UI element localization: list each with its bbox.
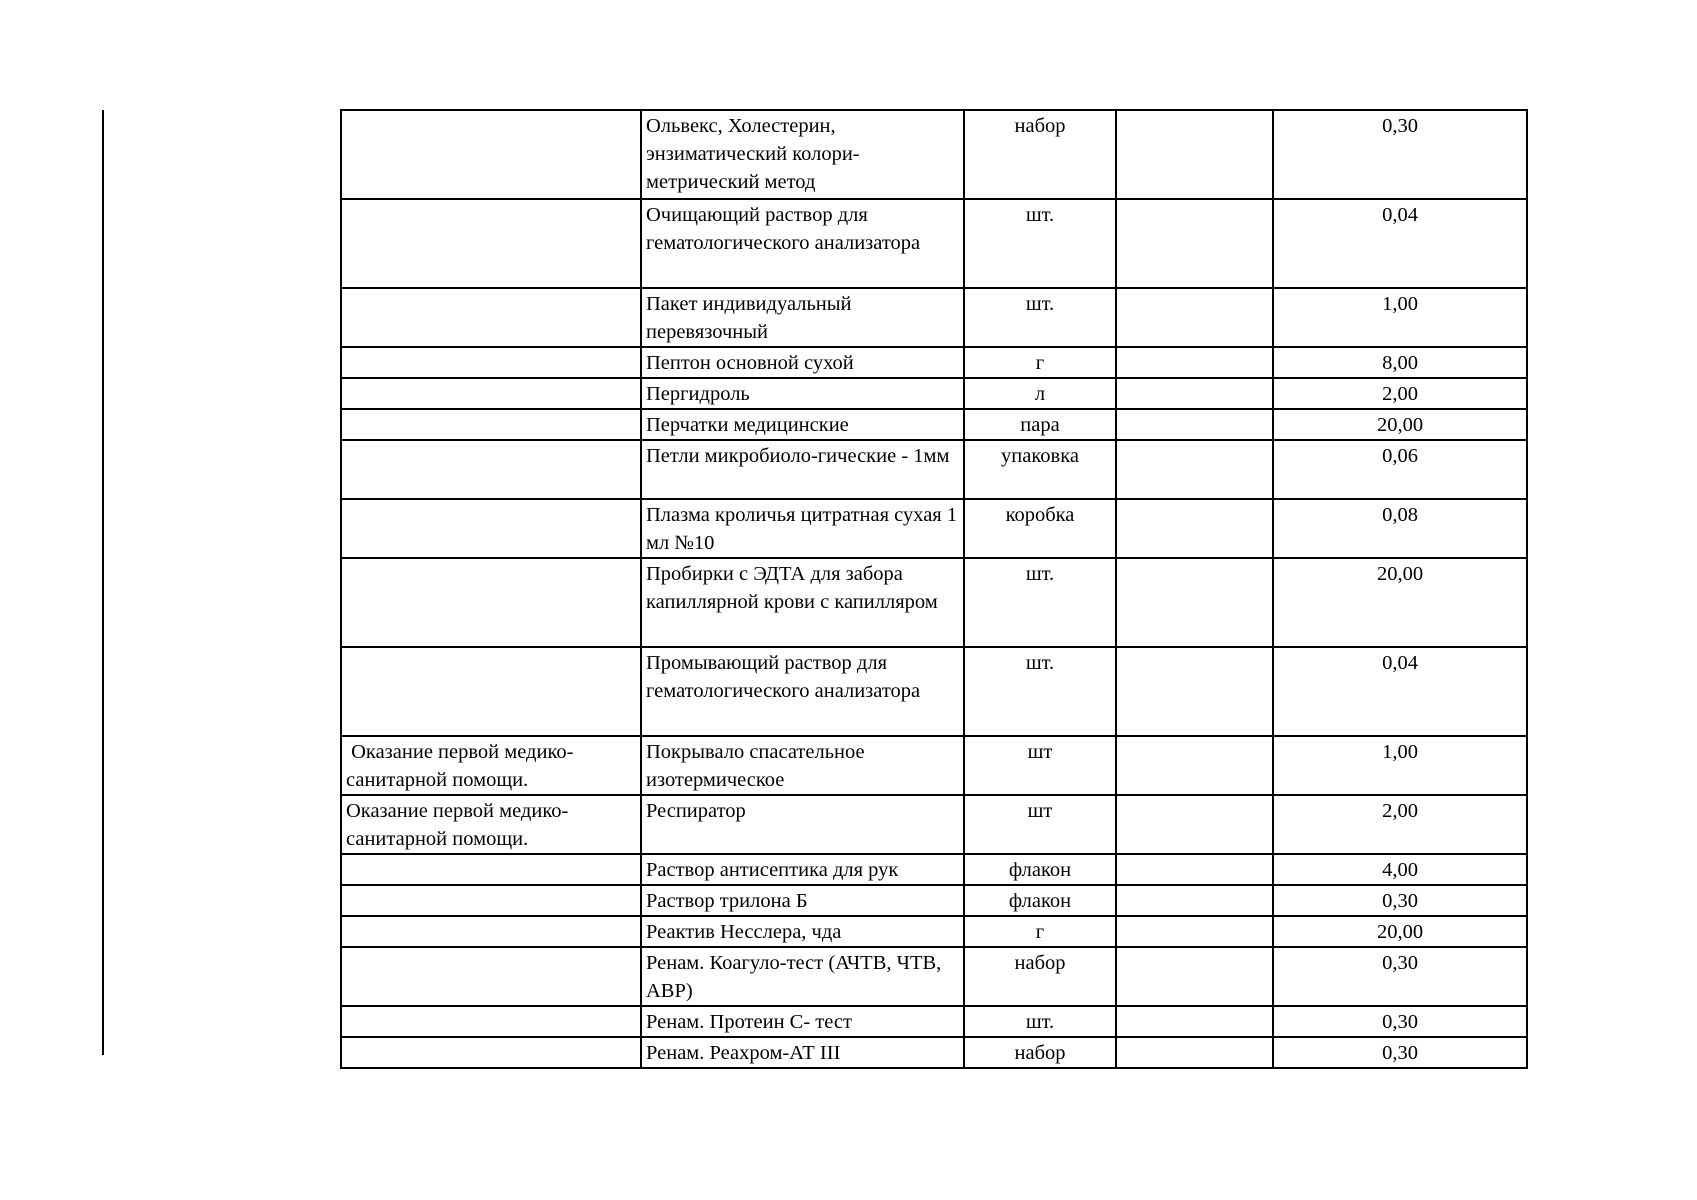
quantity-cell: 4,00: [1273, 854, 1527, 885]
item-name-cell: Ренам. Коагуло-тест (АЧТВ, ЧТВ, АВР): [641, 947, 964, 1006]
quantity-cell: 0,06: [1273, 440, 1527, 499]
norm-cell: [1116, 885, 1273, 916]
quantity-cell: 2,00: [1273, 795, 1527, 854]
purpose-cell: [341, 1037, 641, 1068]
unit-cell: флакон: [964, 854, 1116, 885]
quantity-cell: 0,30: [1273, 947, 1527, 1006]
unit-cell: набор: [964, 110, 1116, 199]
quantity-cell: 20,00: [1273, 409, 1527, 440]
norm-cell: [1116, 409, 1273, 440]
page-margin-line: [102, 110, 104, 1055]
quantity-cell: 0,08: [1273, 499, 1527, 558]
table-row: [341, 947, 1527, 1006]
norm-cell: [1116, 795, 1273, 854]
unit-cell: шт.: [964, 199, 1116, 288]
item-name-cell: Пакет индивидуальный перевязочный: [641, 288, 964, 347]
norm-cell: [1116, 1006, 1273, 1037]
purpose-cell: [341, 499, 641, 558]
table-row: [341, 378, 1527, 409]
table-row: [341, 647, 1527, 736]
quantity-cell: 2,00: [1273, 378, 1527, 409]
quantity-cell: 0,30: [1273, 885, 1527, 916]
item-name-cell: Респиратор: [641, 795, 964, 854]
unit-cell: коробка: [964, 499, 1116, 558]
item-name-cell: Пробирки с ЭДТА для забора капиллярной крови с капилляром: [641, 558, 964, 647]
quantity-cell: 0,04: [1273, 647, 1527, 736]
table-row: [341, 558, 1527, 647]
purpose-cell: [341, 885, 641, 916]
supplies-table: [340, 109, 1528, 1069]
purpose-cell: [341, 947, 641, 1006]
table-row: [341, 499, 1527, 558]
unit-cell: г: [964, 916, 1116, 947]
norm-cell: [1116, 288, 1273, 347]
table-row: [341, 1006, 1527, 1037]
quantity-cell: 0,30: [1273, 110, 1527, 199]
item-name-cell: Покрывало спасательное изотермическое: [641, 736, 964, 795]
item-name-cell: Пептон основной сухой: [641, 347, 964, 378]
quantity-cell: 0,30: [1273, 1006, 1527, 1037]
quantity-cell: 0,04: [1273, 199, 1527, 288]
unit-cell: шт.: [964, 288, 1116, 347]
item-name-cell: Раствор антисептика для рук: [641, 854, 964, 885]
purpose-cell: [341, 647, 641, 736]
norm-cell: [1116, 440, 1273, 499]
table-row: [341, 110, 1527, 199]
purpose-cell: [341, 440, 641, 499]
unit-cell: шт.: [964, 1006, 1116, 1037]
quantity-cell: 1,00: [1273, 288, 1527, 347]
purpose-cell: [341, 854, 641, 885]
norm-cell: [1116, 558, 1273, 647]
table-row: [341, 409, 1527, 440]
quantity-cell: 8,00: [1273, 347, 1527, 378]
table-row: [341, 885, 1527, 916]
purpose-cell: [341, 288, 641, 347]
unit-cell: шт.: [964, 647, 1116, 736]
norm-cell: [1116, 110, 1273, 199]
quantity-cell: 1,00: [1273, 736, 1527, 795]
unit-cell: флакон: [964, 885, 1116, 916]
norm-cell: [1116, 199, 1273, 288]
norm-cell: [1116, 647, 1273, 736]
purpose-cell: [341, 347, 641, 378]
purpose-cell: [341, 110, 641, 199]
item-name-cell: Ольвекс, Холестерин, энзиматический колори-метрический метод: [641, 110, 964, 199]
unit-cell: шт.: [964, 558, 1116, 647]
table-row: [341, 199, 1527, 288]
table-row: [341, 1037, 1527, 1068]
purpose-cell: [341, 916, 641, 947]
item-name-cell: Промывающий раствор для гематологического анализатора: [641, 647, 964, 736]
purpose-cell: [341, 409, 641, 440]
item-name-cell: Очищающий раствор для гематологического анализатора: [641, 199, 964, 288]
item-name-cell: Пергидроль: [641, 378, 964, 409]
quantity-cell: 0,30: [1273, 1037, 1527, 1068]
unit-cell: г: [964, 347, 1116, 378]
table-row: [341, 736, 1527, 795]
quantity-cell: 20,00: [1273, 916, 1527, 947]
unit-cell: набор: [964, 947, 1116, 1006]
norm-cell: [1116, 947, 1273, 1006]
quantity-cell: 20,00: [1273, 558, 1527, 647]
table-row: [341, 440, 1527, 499]
unit-cell: набор: [964, 1037, 1116, 1068]
item-name-cell: Петли микробиоло-гические - 1мм: [641, 440, 964, 499]
norm-cell: [1116, 499, 1273, 558]
unit-cell: л: [964, 378, 1116, 409]
unit-cell: упаковка: [964, 440, 1116, 499]
purpose-cell: [341, 199, 641, 288]
item-name-cell: Плазма кроличья цитратная сухая 1 мл №10: [641, 499, 964, 558]
purpose-cell: [341, 1006, 641, 1037]
purpose-cell: Оказание первой медико-санитарной помощи.: [341, 736, 641, 795]
table-row: [341, 916, 1527, 947]
unit-cell: пара: [964, 409, 1116, 440]
norm-cell: [1116, 1037, 1273, 1068]
norm-cell: [1116, 916, 1273, 947]
table-row: [341, 854, 1527, 885]
item-name-cell: Реактив Несслера, чда: [641, 916, 964, 947]
item-name-cell: Ренам. Протеин С- тест: [641, 1006, 964, 1037]
unit-cell: шт: [964, 795, 1116, 854]
purpose-cell: Оказание первой медико-санитарной помощи.: [341, 795, 641, 854]
item-name-cell: Ренам. Реахром-АТ III: [641, 1037, 964, 1068]
norm-cell: [1116, 736, 1273, 795]
purpose-cell: [341, 378, 641, 409]
norm-cell: [1116, 854, 1273, 885]
table-row: [341, 795, 1527, 854]
table-row: [341, 288, 1527, 347]
unit-cell: шт: [964, 736, 1116, 795]
purpose-cell: [341, 558, 641, 647]
table-row: [341, 347, 1527, 378]
norm-cell: [1116, 378, 1273, 409]
norm-cell: [1116, 347, 1273, 378]
item-name-cell: Перчатки медицинские: [641, 409, 964, 440]
item-name-cell: Раствор трилона Б: [641, 885, 964, 916]
